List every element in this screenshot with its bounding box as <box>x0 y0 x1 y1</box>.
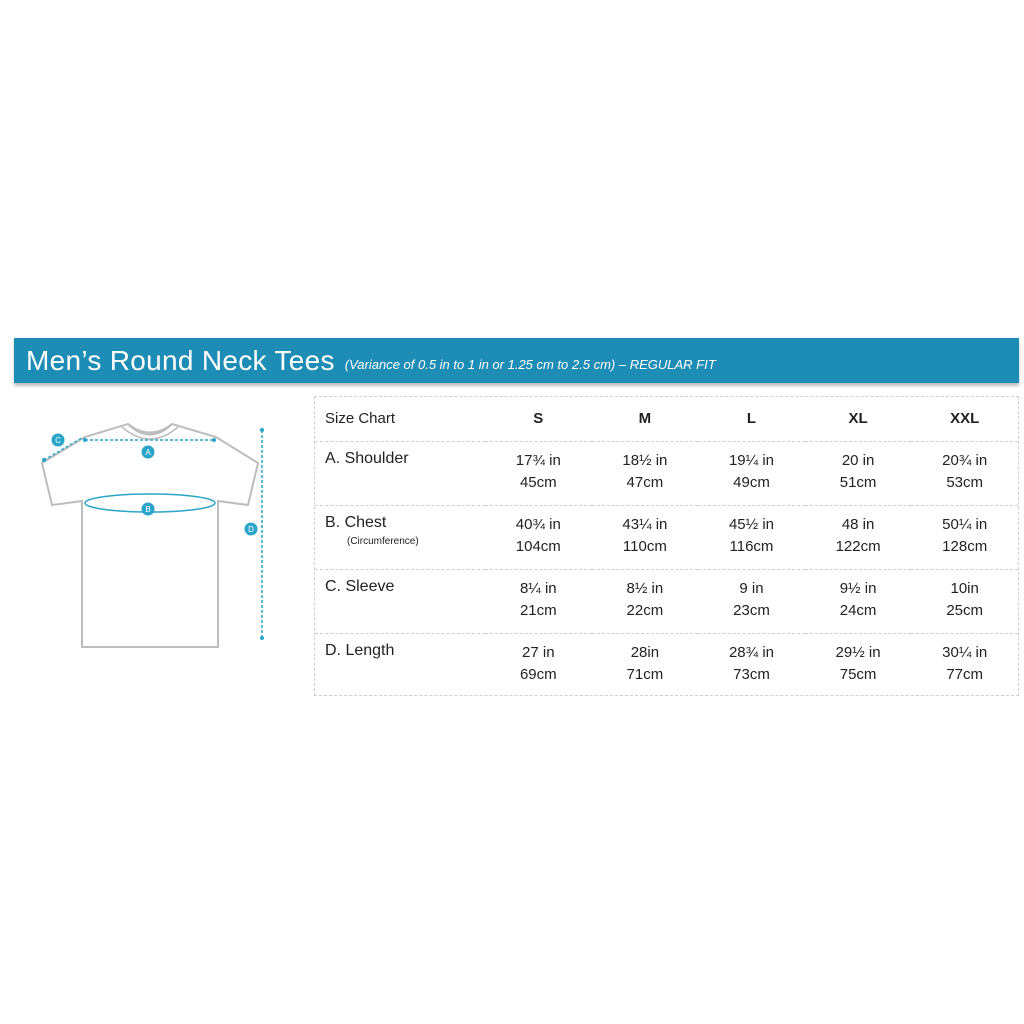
marker-d <box>245 523 258 536</box>
cm-value: 51cm <box>839 473 877 491</box>
table-cell <box>805 441 912 505</box>
row-label-cell <box>315 569 485 633</box>
table-cell <box>805 505 912 569</box>
table-cell <box>592 441 699 505</box>
row-sublabel: (Circumference) <box>347 535 419 547</box>
size-chart-table <box>315 397 1018 697</box>
row-label: C. Sleeve <box>325 577 395 595</box>
cm-value: 73cm <box>733 665 770 683</box>
cm-value: 22cm <box>626 601 664 619</box>
inch-value: 48 in <box>841 515 875 533</box>
table-cell <box>485 441 592 505</box>
inch-value: 19¼ in <box>728 451 774 469</box>
page-subtitle: (Variance of 0.5 in to 1 in or 1.25 cm to 2.5 cm) – REGULAR FIT <box>344 357 716 372</box>
inch-value: 8¼ in <box>519 579 557 597</box>
marker-d-label: D <box>248 525 254 534</box>
row-label: A. Shoulder <box>325 449 409 467</box>
length-end-dot <box>260 636 264 640</box>
marker-b-label: B <box>145 505 151 514</box>
size-header-row <box>315 397 1018 441</box>
table-cell <box>698 505 805 569</box>
inch-value: 29½ in <box>835 643 881 661</box>
size-header-xxl: XXL <box>950 410 980 428</box>
table-cell <box>911 633 1018 697</box>
cm-value: 45cm <box>519 473 557 491</box>
cm-value: 116cm <box>729 537 774 555</box>
row-label-cell <box>315 633 485 697</box>
table-cell <box>485 633 592 697</box>
marker-a-label: A <box>145 448 151 457</box>
cm-value: 23cm <box>733 601 770 619</box>
cm-value: 53cm <box>946 473 984 491</box>
inch-value: 28¾ in <box>728 643 774 661</box>
size-header-s: S <box>533 410 544 428</box>
row-label-cell <box>315 505 485 569</box>
title-banner <box>14 338 1019 383</box>
tshirt-diagram <box>30 415 280 665</box>
table-cell <box>698 633 805 697</box>
table-cell <box>911 569 1018 633</box>
cm-value: 104cm <box>515 537 561 555</box>
size-header-xl: XL <box>848 410 868 428</box>
cm-value: 77cm <box>946 665 984 683</box>
row-label: D. Length <box>325 641 395 659</box>
table-row-sleeve <box>315 569 1018 633</box>
cm-value: 110cm <box>622 537 667 555</box>
inch-value: 18½ in <box>622 451 668 469</box>
sleeve-start-dot <box>42 458 46 462</box>
inch-value: 30¼ in <box>942 643 988 661</box>
shoulder-end-dot <box>212 438 216 442</box>
cm-value: 21cm <box>519 601 557 619</box>
table-cell <box>485 505 592 569</box>
table-cell <box>698 441 805 505</box>
inch-value: 10in <box>950 579 979 597</box>
cm-value: 75cm <box>839 665 877 683</box>
size-chart-container <box>314 396 1019 696</box>
cm-value: 71cm <box>626 665 664 683</box>
inch-value: 45½ in <box>728 515 774 533</box>
size-header-l: L <box>746 410 757 428</box>
size-chart-label: Size Chart <box>325 410 396 428</box>
marker-c <box>52 434 65 447</box>
inch-value: 20 in <box>841 451 875 469</box>
cm-value: 128cm <box>942 537 988 555</box>
table-cell <box>698 569 805 633</box>
length-start-dot <box>260 428 264 432</box>
cm-value: 47cm <box>626 473 664 491</box>
tshirt-illustration <box>30 415 280 665</box>
inch-value: 17¾ in <box>515 451 561 469</box>
table-cell <box>911 505 1018 569</box>
inch-value: 27 in <box>522 643 555 661</box>
inch-value: 50¼ in <box>942 515 988 533</box>
row-label: B. Chest <box>325 513 387 531</box>
row-label-cell <box>315 441 485 505</box>
inch-value: 40¾ in <box>515 515 561 533</box>
inch-value: 9½ in <box>839 579 877 597</box>
cm-value: 24cm <box>839 601 877 619</box>
marker-c-label: C <box>55 436 61 445</box>
inch-value: 9 in <box>739 579 764 597</box>
size-header-m: M <box>638 410 652 428</box>
cm-value: 122cm <box>835 537 881 555</box>
table-row-length <box>315 633 1018 697</box>
inch-value: 20¾ in <box>942 451 988 469</box>
shoulder-start-dot <box>83 438 87 442</box>
cm-value: 49cm <box>733 473 770 491</box>
table-cell <box>592 505 699 569</box>
table-cell <box>592 569 699 633</box>
table-cell <box>485 569 592 633</box>
inch-value: 43¼ in <box>622 515 668 533</box>
table-cell <box>592 633 699 697</box>
table-cell <box>911 441 1018 505</box>
table-cell <box>805 569 912 633</box>
marker-b <box>142 503 155 516</box>
table-cell <box>805 633 912 697</box>
cm-value: 69cm <box>519 665 557 683</box>
inch-value: 28in <box>630 643 660 661</box>
table-row-chest <box>315 505 1018 569</box>
page-title: Men’s Round Neck Tees <box>26 344 335 376</box>
cm-value: 25cm <box>946 601 984 619</box>
inch-value: 8½ in <box>626 579 664 597</box>
table-row-shoulder <box>315 441 1018 505</box>
marker-a <box>142 446 155 459</box>
